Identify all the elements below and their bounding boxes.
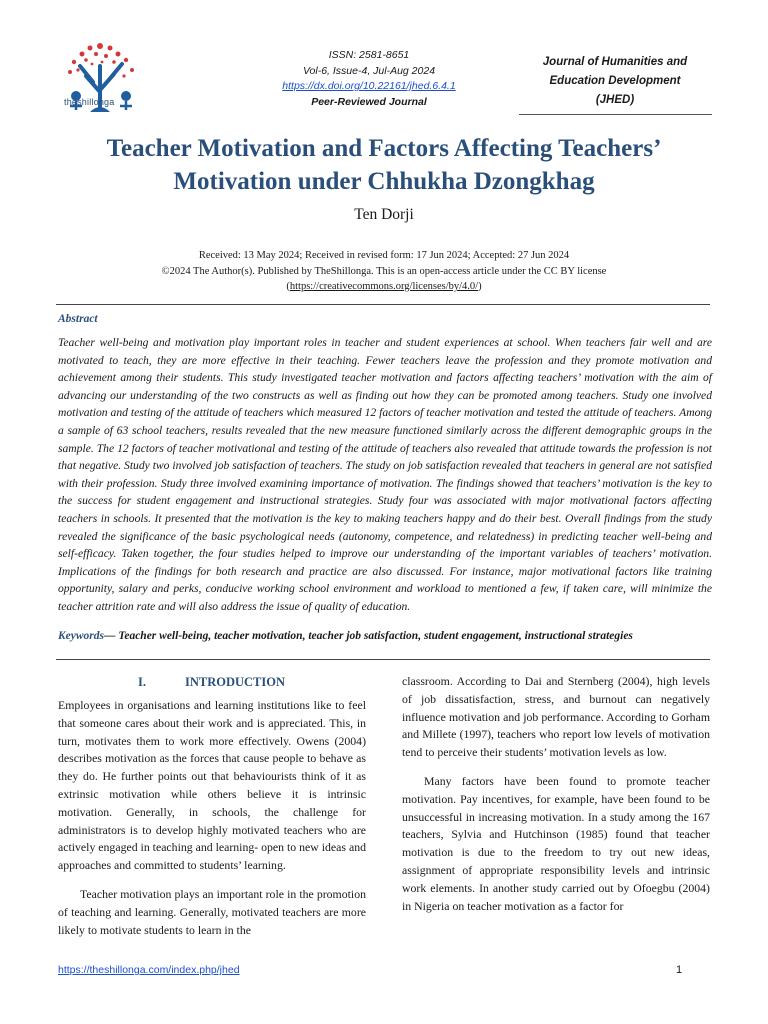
article-history <box>60 248 708 295</box>
received-dates: Received: 13 May 2024; Received in revised form: 17 Jun 2024; Accepted: 27 Jun 2024 <box>198 250 570 261</box>
article-title <box>60 132 708 198</box>
doi-link[interactable]: https://dx.doi.org/10.22161/jhed.6.4.1 <box>282 80 456 92</box>
section-number: I. <box>138 675 146 689</box>
copyright-notice: ©2024 The Author(s). Published by TheShillonga. This is an open-access article under the CC BY license <box>161 265 607 277</box>
journal-divider <box>519 114 712 115</box>
issn-block <box>254 48 484 110</box>
volume-issue: Vol-6, Issue-4, Jul-Aug 2024 <box>302 64 436 77</box>
logo-wordmark: theshillonga <box>64 97 115 107</box>
left-column <box>58 697 366 939</box>
license-line: (https://creativecommons.org/licenses/by/4.0/) <box>286 281 482 292</box>
peer-reviewed-label: Peer-Reviewed Journal <box>311 95 427 108</box>
paragraph: Many factors have been found to promote teacher motivation. Pay incentives, for example, have been found to be unsuccessful in increasing motivation. In a study among the 167 teachers, Sylvia and Hutchinson (1985) found that teacher motivation is due to the freedom to try out new ideas, assignment of appropriate responsibility levels and intrinsic work elements. In another study carried out by Ofoegbu (2004) in Nigeria on teacher motivation as a factor for <box>402 773 710 913</box>
keywords-label: Keywords <box>58 630 104 642</box>
paragraph: classroom. According to Dai and Sternberg (2004), high levels of job dissatisfaction, stress, and burnout can negatively influence motivation and job performance. According to Gorham and Millete (1997), teachers who report low levels of motivation tend to perceive their students’ motivation levels as low. <box>402 674 710 760</box>
keywords-line <box>58 630 712 642</box>
journal-name <box>520 53 710 110</box>
right-column <box>402 673 710 915</box>
top-divider <box>56 304 710 305</box>
author-name: Ten Dorji <box>354 206 414 223</box>
section-title: INTRODUCTION <box>185 675 286 689</box>
title-line1: Teacher Motivation and Factors Affecting Teachers’ <box>106 135 662 162</box>
keywords-text: — Teacher well-being, teacher motivation, teacher job satisfaction, student engagement, instructional strategies <box>104 630 633 642</box>
abstract-text: Teacher well-being and motivation play important roles in teacher and student experiences at school. When teachers fair well and are motivated to teach, they are more effective in their teaching. Fewer teachers leave the profession and they promote motivation and achievement among their students. This study investigated teacher motivation and factors affecting teachers’ motivation with the aim of advancing our understanding of the two constructs as well as finding out how they can be promoted among teachers. Study one involved motivation and testing of the attitude of teachers which measured 12 factors of teacher motivation and tested the attitude of teachers. Among a sample of 63 school teachers, results revealed that the new measure functioned similarly across the different demographic groups in the sample. The 12 factors of teacher motivational and testing of the attitude of teachers also revealed that attitude towards the profession is not that negative. Study two involved job satisfaction of teachers. The study on job satisfaction revealed that teachers in general are not satisfied with their profession. Study three involved examining importance of motivation. The findings showed that teachers’ motivation is the key to the success for student engagement and instructional strategies. Study four was associated with major motivational factors affecting teachers in schools. It presented that the motivation is the key to making teachers happy and do their best. Overall findings from the study revealed the significance of the basic psychological needs (autonomy, competence, and relatedness) in predicting teacher well-being and self-efficacy. Taken together, the four studies helped to improve our understanding of the important variables of teachers’ motivation. Implications of the findings for both research and practice are also discussed. For instance, major motivational factors like training opportunity, salary and perks, conducive working school environment and workload to mentioned a few, if taken care, will minimize the teacher attrition rate and will also address the issue of quality of education. <box>58 336 712 613</box>
issn: ISSN: 2581-8651 <box>328 49 410 61</box>
journal-abbreviation: (JHED) <box>595 94 635 106</box>
journal-name-line2: Education Development <box>549 75 681 87</box>
footer-journal-link[interactable]: https://theshillonga.com/index.php/jhed <box>58 964 240 976</box>
abstract-heading: Abstract <box>58 313 98 325</box>
paragraph: Employees in organisations and learning institutions like to feel that someone cares about their work and is appreciated. This, in turn, motivates them to work more effectively. Owens (2004) describes motivation as the forces that cause people to behave as they do. He further points out that behaviourists think of it as extrinsic motivation while others believe it is intrinsic motivation. Generally, in schools, the challenge for administrators is to develop highly motivated teachers who are actively engaged in teaching and learning- open to new ideas and approaches and committed to students’ learning. <box>58 698 366 873</box>
paragraph: Teacher motivation plays an important role in the promotion of teaching and learning. Generally, motivated teachers are more likely to motivate students to learn in the <box>58 886 366 937</box>
bottom-divider <box>56 659 710 660</box>
page-number: 1 <box>676 964 683 976</box>
title-line2: Motivation under Chhukha Dzongkhag <box>173 168 595 195</box>
journal-name-line1: Journal of Humanities and <box>542 56 688 68</box>
license-link[interactable]: https://creativecommons.org/licenses/by/4.0/ <box>289 281 479 292</box>
